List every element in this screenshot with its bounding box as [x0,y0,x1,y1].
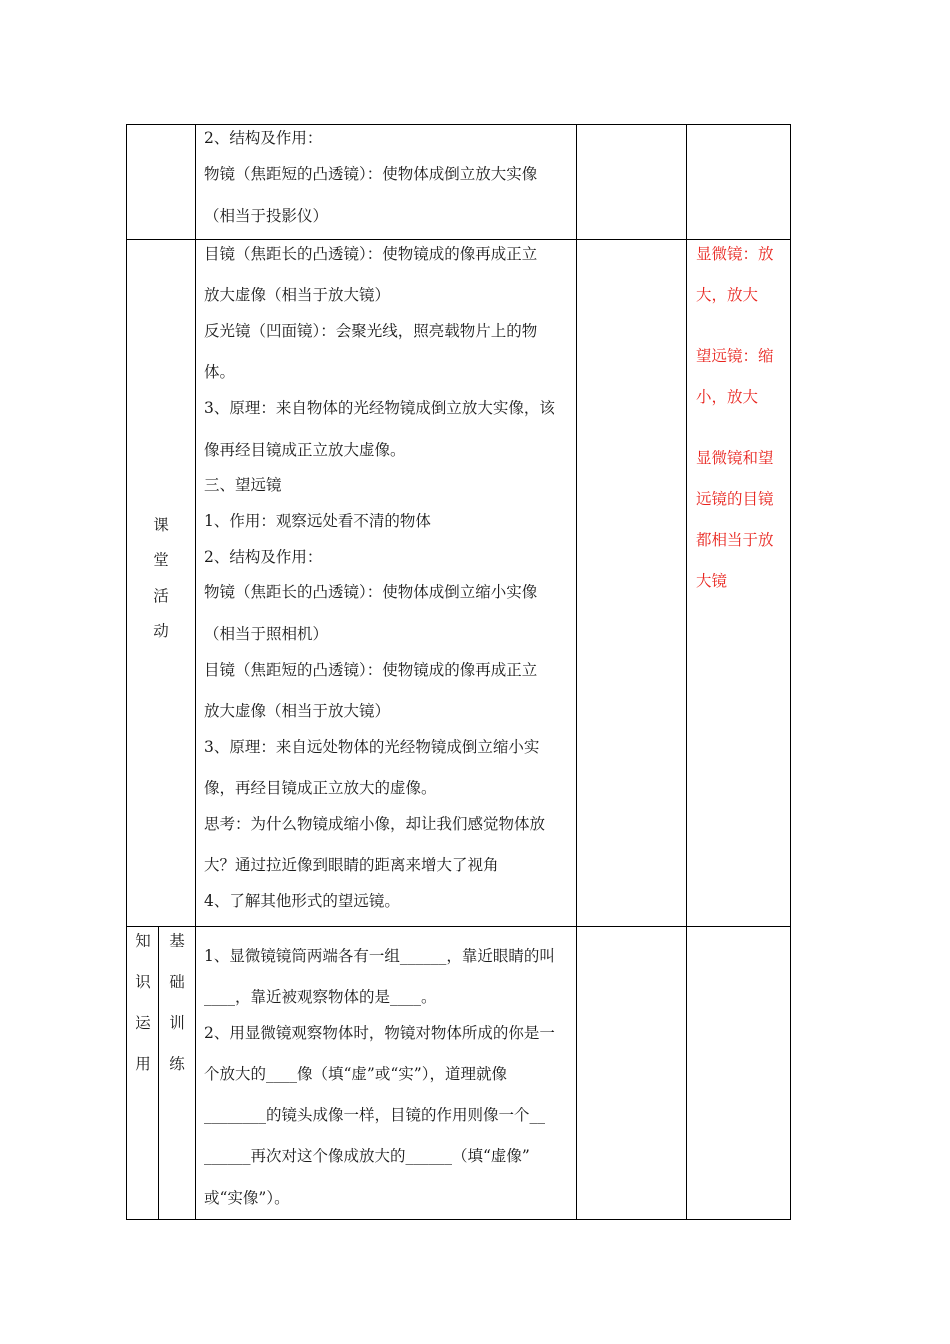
row2-line: 4、了解其他形式的望远镜。 [204,892,400,910]
row1-line: 2、结构及作用： [204,129,323,147]
row2-label-char: 课 [153,516,169,534]
row2-note: 都相当于放 [696,531,774,549]
row2-note: 大镜 [696,572,728,590]
row3-outer-label-char: 运 [135,1014,151,1032]
row3-outer-label-char: 识 [135,973,151,991]
row2-label-char: 活 [153,587,169,605]
table-border-left [126,124,127,1220]
row2-line: 三、望远镜 [204,476,282,494]
row2-line: 思考：为什么物镜成缩小像，却让我们感觉物体放 [204,815,546,833]
row2-line: 像再经目镜成正立放大虚像。 [204,441,406,459]
row2-line: 大？通过拉近像到眼睛的距离来增大了视角 [204,856,499,874]
row2-line: 1、作用：观察远处看不清的物体 [204,512,431,530]
row3-line: 或“实像”）。 [204,1189,290,1207]
row3-line: ________的镜头成像一样，目镜的作用则像一个__ [204,1106,546,1124]
row3-outer-label-char: 用 [135,1055,151,1073]
row2-note: 望远镜：缩 [696,347,774,365]
row2-line: 反光镜（凹面镜）：会聚光线，照亮载物片上的物 [204,322,538,340]
row2-note: 显微镜和望 [696,449,774,467]
row2-note: 小，放大 [696,388,759,406]
row3-line: 2、用显微镜观察物体时，物镜对物体所成的你是一 [204,1024,555,1042]
row2-line: （相当于照相机） [204,625,329,643]
table-row-divider-1 [126,239,791,240]
table-divider-content [576,124,577,1220]
row2-line: 目镜（焦距短的凸透镜）：使物镜成的像再成正立 [204,661,538,679]
row2-line: 体。 [204,363,236,381]
row3-line: ______再次对这个像成放大的______（填“虚像” [204,1147,530,1165]
table-divider-label [195,124,196,1220]
row2-label-char: 堂 [153,551,169,569]
row3-line: 1、显微镜镜筒两端各有一组______，靠近眼睛的叫 [204,947,555,965]
table-border-bottom [126,1219,791,1220]
row2-label-char: 动 [153,622,169,640]
row3-line: 个放大的____像（填“虚”或“实”），道理就像 [204,1065,507,1083]
row2-line: 3、原理：来自物体的光经物镜成倒立放大实像，该 [204,399,555,417]
row2-line: 3、原理：来自远处物体的光经物镜成倒立缩小实 [204,738,540,756]
row2-line: 2、结构及作用： [204,548,323,566]
row3-inner-label-char: 训 [169,1014,185,1032]
row2-line: 目镜（焦距长的凸透镜）：使物镜成的像再成正立 [204,245,538,263]
row2-note: 远镜的目镜 [696,490,774,508]
row3-inner-label-char: 础 [169,973,185,991]
table-divider-notes [686,124,687,1220]
row3-inner-label-char: 练 [169,1055,185,1073]
row3-line: ____，靠近被观察物体的是____。 [204,988,437,1006]
row1-line: （相当于投影仪） [204,207,329,225]
row3-outer-label-char: 知 [135,932,151,950]
row2-note: 显微镜：放 [696,245,774,263]
row2-line: 放大虚像（相当于放大镜） [204,702,391,720]
table-divider-sub-label [158,926,159,1220]
row3-inner-label-char: 基 [169,932,185,950]
row2-line: 物镜（焦距长的凸透镜）：使物体成倒立缩小实像 [204,583,538,601]
row2-line: 像，再经目镜成正立放大的虚像。 [204,779,437,797]
row2-note: 大，放大 [696,286,759,304]
row2-line: 放大虚像（相当于放大镜） [204,286,391,304]
table-border-top [126,124,791,125]
table-row-divider-2 [126,926,791,927]
row1-line: 物镜（焦距短的凸透镜）：使物体成倒立放大实像 [204,165,538,183]
table-border-right [790,124,791,1220]
